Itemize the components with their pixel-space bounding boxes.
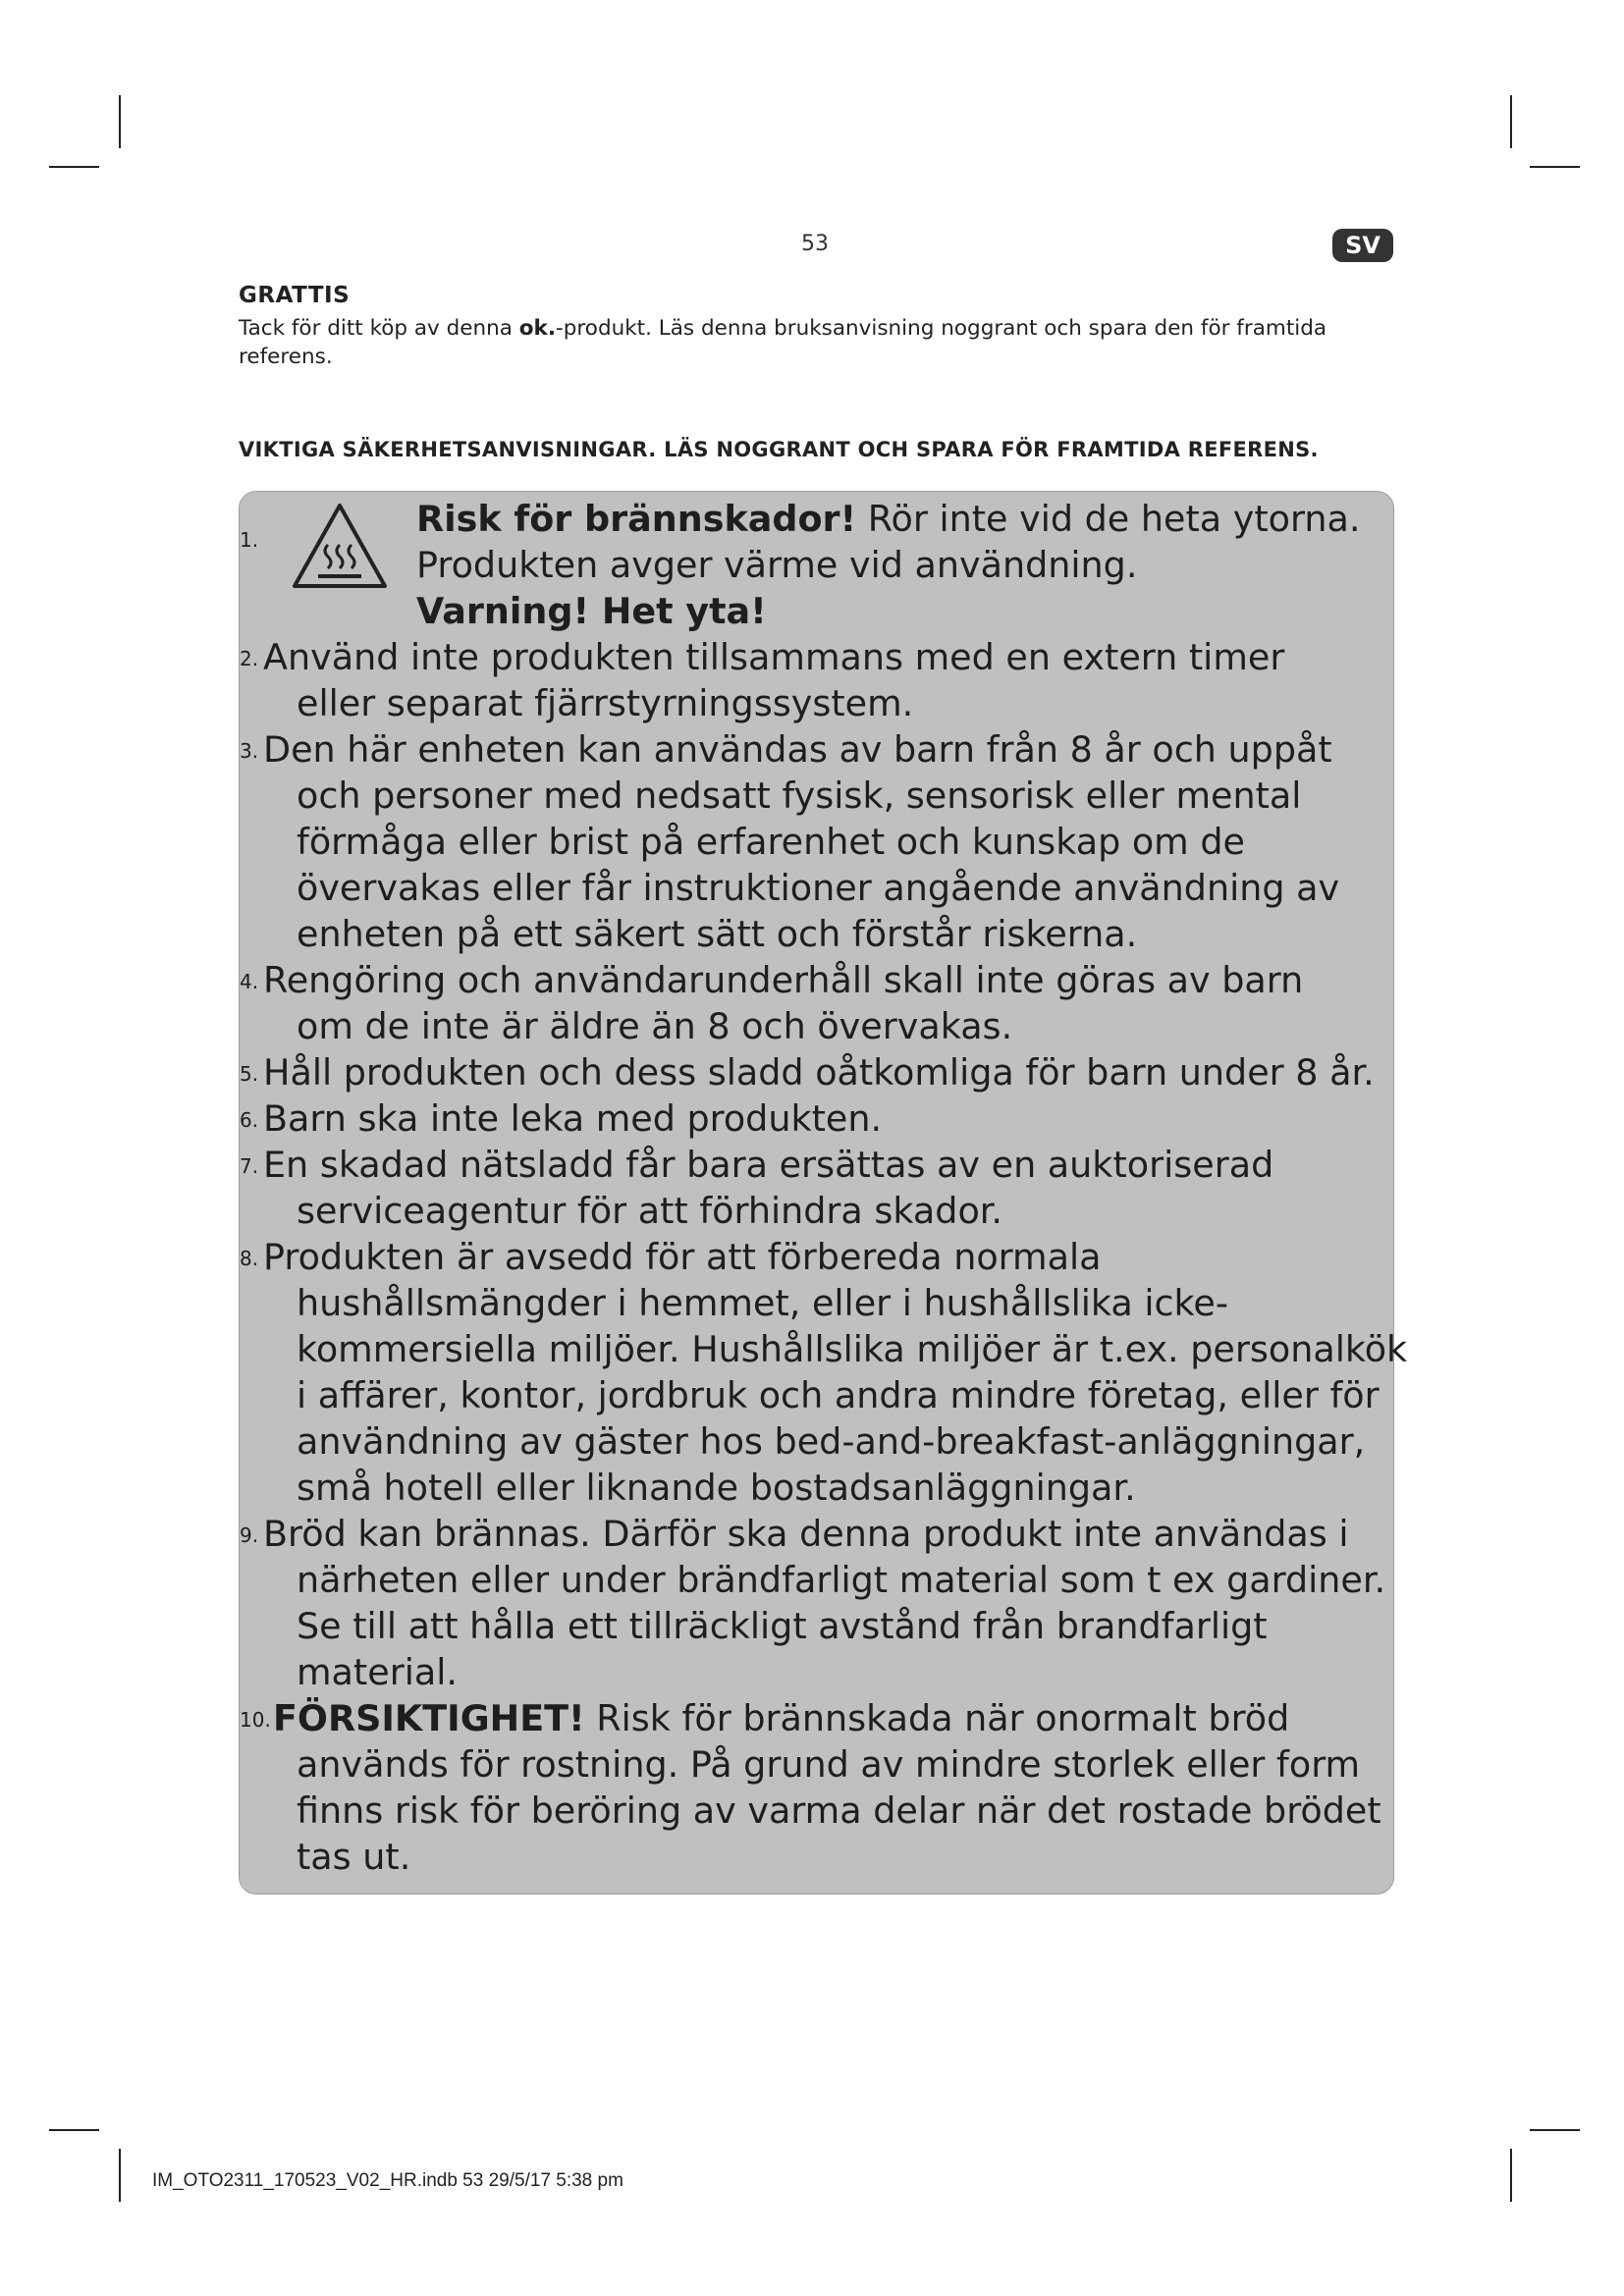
item-1-line-3 bbox=[416, 588, 767, 634]
item-line: enheten på ett säkert sätt och förstår riskerna. bbox=[297, 913, 1138, 955]
item-number: 7. bbox=[240, 1154, 259, 1178]
item-line: Bröd kan brännas. Därför ska denna produkt inte användas i bbox=[263, 1513, 1349, 1555]
item-line: material. bbox=[297, 1651, 458, 1693]
hot-surface-warning: Varning! Het yta! bbox=[416, 590, 767, 632]
item-number: 4. bbox=[240, 970, 259, 993]
intro-text-rest: -produkt. Läs denna bruksanvisning noggrant och spara den för framtida bbox=[556, 316, 1327, 341]
item-line: små hotell eller liknande bostadsanläggningar. bbox=[297, 1467, 1136, 1509]
item-line: förmåga eller brist på erfarenhet och kunskap om de bbox=[297, 821, 1245, 863]
item-number: 3. bbox=[240, 739, 259, 763]
page-number: 53 bbox=[801, 232, 829, 256]
item-line: Rengöring och användarunderhåll skall inte göras av barn bbox=[263, 959, 1304, 1001]
safety-heading: VIKTIGA SÄKERHETSANVISNINGAR. LÄS NOGGRANT OCH SPARA FÖR FRAMTIDA REFERENS. bbox=[239, 438, 1319, 461]
hot-surface-warning-icon bbox=[291, 502, 389, 592]
item-line: Barn ska inte leka med produkten. bbox=[263, 1097, 883, 1140]
brand-name: ok. bbox=[518, 316, 557, 341]
print-footer: IM_OTO2311_170523_V02_HR.indb 53 29/5/17 5:38 pm bbox=[152, 2170, 623, 2191]
item-1-line-1-text: Rör inte vid de heta ytorna. bbox=[856, 498, 1361, 540]
item-line: Den här enheten kan användas av barn från 8 år och uppåt bbox=[263, 728, 1332, 771]
item-number: 6. bbox=[240, 1108, 259, 1132]
intro-section bbox=[239, 283, 1397, 371]
item-line: serviceagentur för att förhindra skador. bbox=[297, 1190, 1003, 1232]
item-line: användning av gäster hos bed-and-breakfast-anläggningar, bbox=[297, 1420, 1366, 1463]
intro-text-line2: referens. bbox=[239, 345, 333, 369]
item-line: tas ut. bbox=[297, 1836, 411, 1878]
item-number: 10. bbox=[240, 1708, 271, 1732]
item-line: Håll produkten och dess sladd oåtkomliga för barn under 8 år. bbox=[263, 1051, 1375, 1094]
item-number: 2. bbox=[240, 647, 259, 670]
item-line bbox=[273, 1695, 1423, 1741]
crop-mark-bottom-left-h bbox=[49, 2129, 99, 2131]
intro-text-start: Tack för ditt köp av denna bbox=[239, 316, 519, 341]
item-line: eller separat fjärrstyrningssystem. bbox=[297, 682, 914, 724]
item-line: Se till att hålla ett tillräckligt avstånd från brandfarligt bbox=[297, 1605, 1268, 1647]
item-line: närheten eller under brändfarligt material som t ex gardiner. bbox=[297, 1559, 1386, 1601]
item-line: En skadad nätsladd får bara ersättas av en auktoriserad bbox=[263, 1144, 1274, 1186]
crop-mark-bottom-right-v bbox=[1510, 2149, 1512, 2202]
item-number: 9. bbox=[240, 1523, 259, 1547]
item-line: finns risk för beröring av varma delar när det rostade brödet bbox=[297, 1789, 1381, 1832]
item-number: 5. bbox=[240, 1062, 259, 1086]
item-line: kommersiella miljöer. Hushållslika miljöer är t.ex. personalkök bbox=[297, 1328, 1408, 1370]
item-1-line-2: Produkten avger värme vid användning. bbox=[416, 544, 1138, 586]
caution-warning: FÖRSIKTIGHET! bbox=[273, 1697, 585, 1739]
burn-risk-warning: Risk för brännskador! bbox=[416, 498, 857, 540]
item-line: i affärer, kontor, jordbruk och andra mindre företag, eller för bbox=[297, 1374, 1380, 1416]
item-number: 8. bbox=[240, 1247, 259, 1270]
item-line: Produkten är avsedd för att förbereda normala bbox=[263, 1236, 1102, 1278]
item-line: om de inte är äldre än 8 och övervakas. bbox=[297, 1005, 1013, 1047]
safety-panel bbox=[239, 491, 1408, 1895]
item-line: används för rostning. På grund av mindre storlek eller form bbox=[297, 1743, 1361, 1786]
item-line: hushållsmängder i hemmet, eller i hushållslika icke- bbox=[297, 1282, 1228, 1324]
item-line: och personer med nedsatt fysisk, sensorisk eller mental bbox=[297, 774, 1302, 817]
item-line: Använd inte produkten tillsammans med en extern timer bbox=[263, 636, 1285, 678]
crop-mark-top-right-h bbox=[1530, 166, 1580, 168]
crop-mark-top-left-h bbox=[49, 166, 99, 168]
language-badge: SV bbox=[1332, 229, 1393, 262]
crop-mark-bottom-right-h bbox=[1530, 2129, 1580, 2131]
item-10-line-1-text: Risk för brännskada när onormalt bröd bbox=[584, 1697, 1290, 1739]
item-1-line-1 bbox=[416, 496, 1360, 542]
crop-mark-top-left-v bbox=[119, 95, 121, 148]
item-number: 1. bbox=[240, 528, 259, 552]
item-line: övervakas eller får instruktioner angående användning av bbox=[297, 867, 1340, 909]
intro-text bbox=[239, 314, 1397, 371]
intro-heading: GRATTIS bbox=[239, 283, 351, 308]
crop-mark-bottom-left-v bbox=[119, 2149, 121, 2202]
crop-mark-top-right-v bbox=[1510, 95, 1512, 148]
